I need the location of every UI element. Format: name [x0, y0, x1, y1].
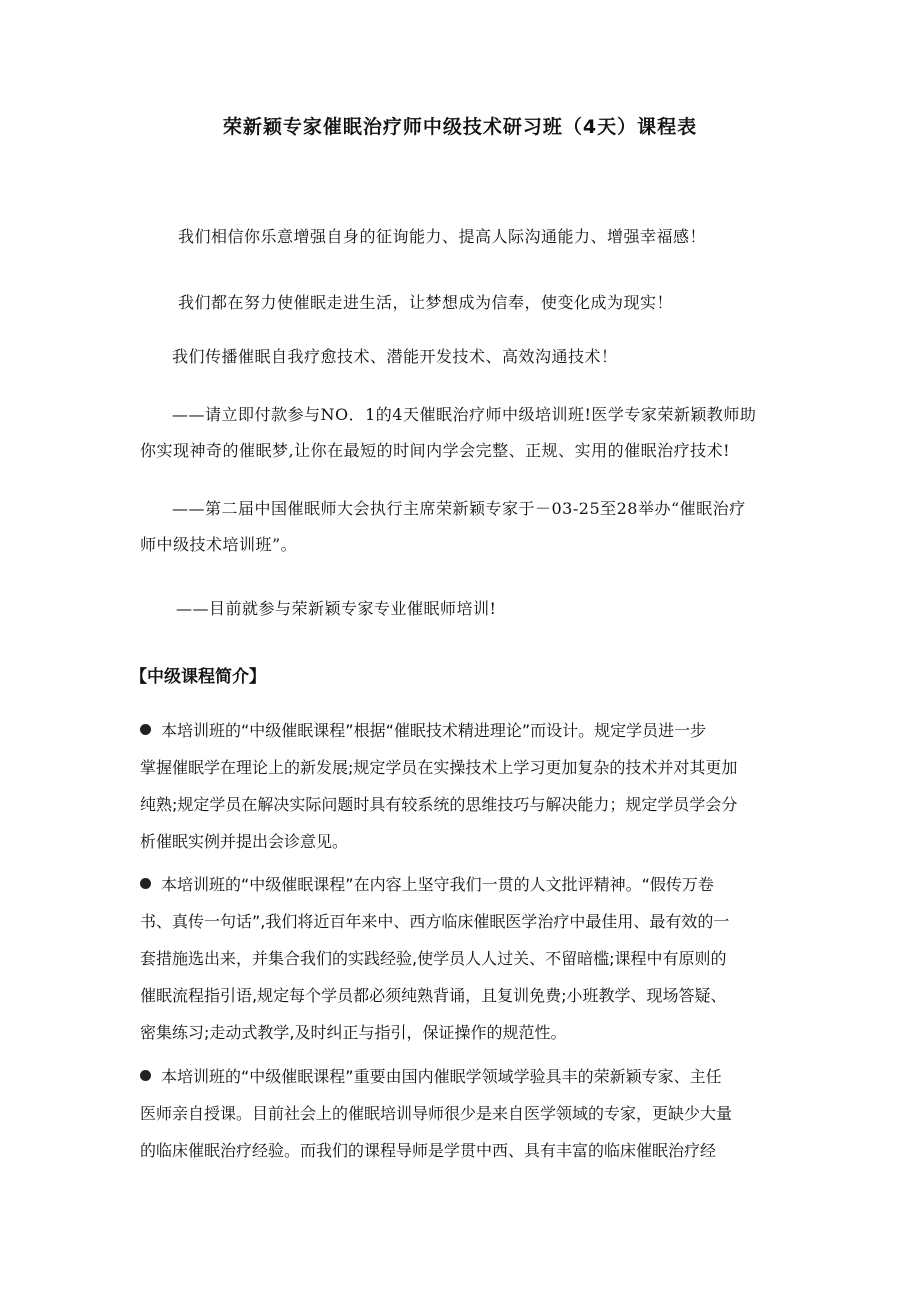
paragraph-3-line: 的临床催眠治疗经验。而我们的课程导师是学贯中西、具有丰富的临床催眠治疗经	[140, 1141, 717, 1160]
paragraph-3-line: 本培训班的“中级催眠课程”重要由国内催眠学领域学验具丰的荣新颖专家、主任	[140, 1058, 780, 1095]
intro-line-5b: 师中级技术培训班”。	[140, 535, 298, 554]
section-heading: 【中级课程简介】	[130, 667, 266, 687]
paragraph-2-line: 书、真传一句话”,我们将近百年来中、西方临床催眠医学治疗中最佳用、最有效的一	[140, 912, 730, 931]
paragraph-1-line: 析催眠实例并提出会诊意见。	[140, 832, 349, 851]
intro-line-4b: 你实现神奇的催眠梦,让你在最短的时间内学会完整、正规、实用的催眠治疗技术!	[140, 441, 731, 460]
paragraph-1-line: 掌握催眠学在理论上的新发展;规定学员在实操技术上学习更加复杂的技术并对其更加	[140, 758, 738, 777]
intro-line-1: 我们相信你乐意增强自身的征询能力、提高人际沟通能力、增强幸福感！	[178, 227, 707, 246]
paragraph-1	[140, 712, 780, 860]
paragraph-3-line: 医师亲自授课。目前社会上的催眠培训导师很少是来自医学领域的专家，更缺少大量	[140, 1104, 733, 1123]
paragraph-2	[140, 866, 780, 1051]
paragraph-2-line: 密集练习;走动式教学,及时纠正与指引，保证操作的规范性。	[140, 1023, 567, 1042]
bullet-icon	[140, 878, 151, 889]
intro-line-4a: ——请立即付款参与NO．1的4天催眠治疗师中级培训班!医学专家荣新颖教师助	[172, 405, 757, 424]
intro-line-5a: ——第二届中国催眠师大会执行主席荣新颖专家于－03-25至28举办“催眠治疗	[172, 499, 746, 518]
paragraph-1-line: 本培训班的“中级催眠课程”根据“催眠技术精进理论”而设计。规定学员进一步	[140, 712, 780, 749]
paragraph-2-line: 催眠流程指引语,规定每个学员都必须纯熟背诵，且复训免费;小班教学、现场答疑、	[140, 986, 727, 1005]
intro-line-3: 我们传播催眠自我疗愈技术、潜能开发技术、高效沟通技术！	[172, 347, 618, 366]
paragraph-1-line: 纯熟;规定学员在解决实际问题时具有较系统的思维技巧与解决能力；规定学员学会分	[140, 795, 738, 814]
paragraph-2-line: 本培训班的“中级催眠课程”在内容上坚守我们一贯的人文批评精神。“假传万卷	[140, 866, 780, 903]
paragraph-3	[140, 1058, 780, 1169]
intro-line-6: ——目前就参与荣新颖专家专业催眠师培训!	[176, 599, 497, 618]
page-title: 荣新颖专家催眠治疗师中级技术研习班（4天）课程表	[222, 116, 698, 138]
paragraph-2-line: 套措施选出来，并集合我们的实践经验,使学员人人过关、不留暗槛;课程中有原则的	[140, 949, 727, 968]
bullet-icon	[140, 724, 151, 735]
bullet-icon	[140, 1070, 151, 1081]
intro-line-2: 我们都在努力使催眠走进生活，让梦想成为信奉，使变化成为现实！	[178, 293, 674, 312]
